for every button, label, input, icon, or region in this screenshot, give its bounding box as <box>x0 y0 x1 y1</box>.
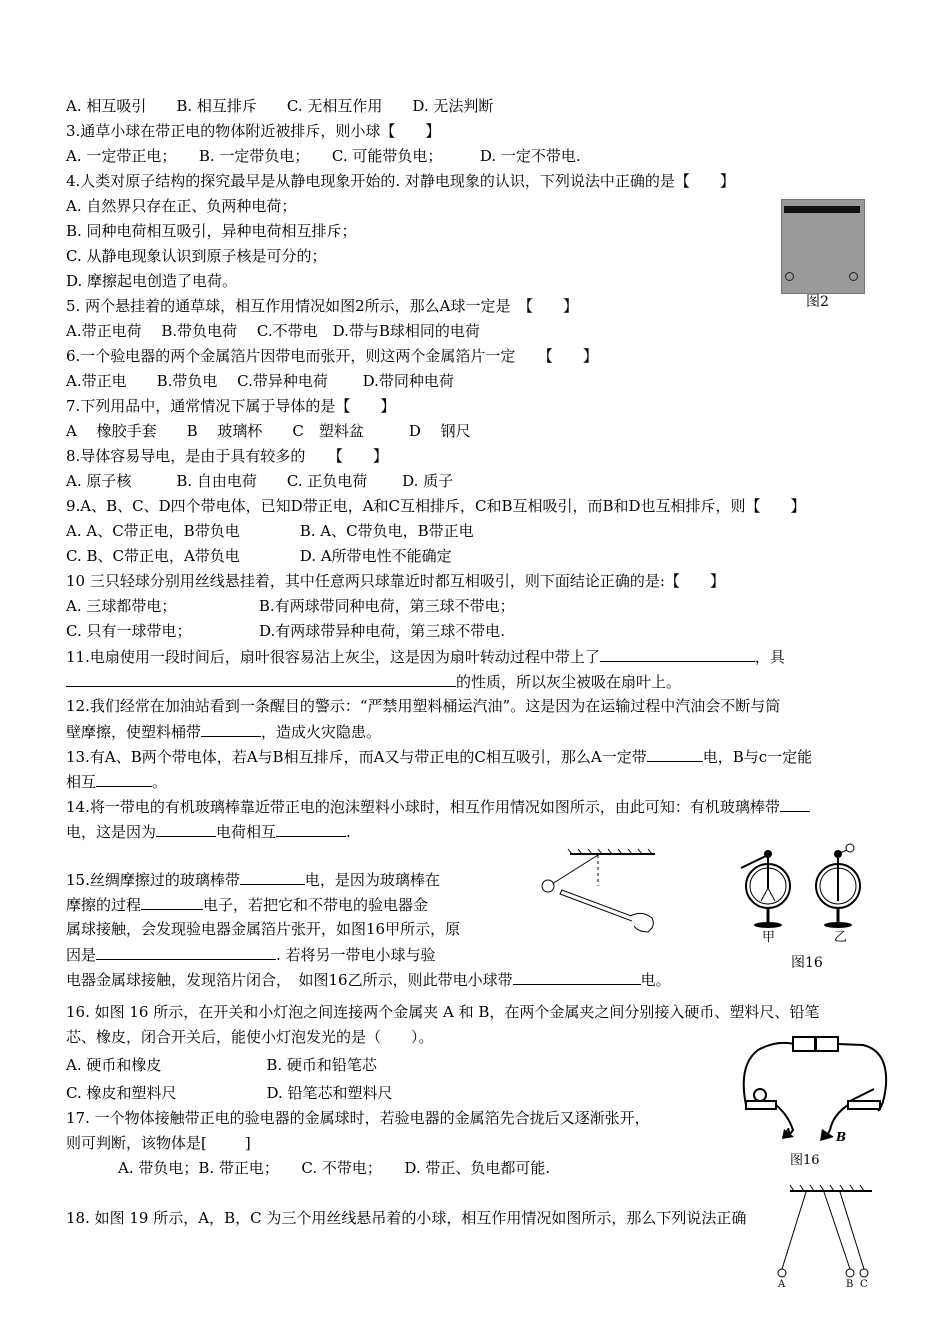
q10-options-cd: C. 只有一球带电； D.有两球带异种电荷，第三球不带电. <box>66 622 506 640</box>
q15-line2: 摩擦的过程 电子，若把它和不带电的验电器金 <box>66 896 429 914</box>
answer-blank[interactable] <box>240 869 305 885</box>
ball-b <box>849 272 858 281</box>
answer-blank[interactable] <box>141 894 203 910</box>
q4-stem: 4.人类对原子结构的探究最早是从静电现象开始的. 对静电现象的认识，下列说法中正确的是【 】 <box>66 172 735 190</box>
q11-line2: 的性质，所以灰尘被吸在扇叶上。 <box>66 671 681 692</box>
figure-2-caption: 图2 <box>806 294 829 310</box>
q6-stem: 6.一个验电器的两个金属箔片因带电而张开，则这两个金属箔片一定 【 】 <box>66 347 598 365</box>
q15-line4: 因是 . 若将另一带电小球与验 <box>66 946 436 964</box>
q4-option-c: C. 从静电现象认识到原子核是可分的； <box>66 247 327 265</box>
figure-16b-label-b: B <box>836 1130 847 1144</box>
q11-line1: 11.电扇使用一段时间后，扇叶很容易沾上灰尘，这是因为扇叶转动过程中带上了 ，具 <box>66 648 785 666</box>
q15-line3: 属球接触，会发现验电器金属箔片张开，如图16甲所示，原 <box>66 920 461 938</box>
answer-blank[interactable] <box>780 796 810 812</box>
figure-19-image <box>766 1183 878 1293</box>
q16-options-ab: A. 硬币和橡皮 B. 硬币和铅笔芯 <box>66 1056 377 1074</box>
q13-line2: 相互 。 <box>66 773 168 791</box>
figure-16-circuit <box>738 1025 894 1147</box>
q14-line1: 14.将一带电的有机玻璃棒靠近带正电的泡沫塑料小球时，相互作用情况如图所示，由此可知：有机玻璃棒带 <box>66 796 810 817</box>
figure-16b-caption: 图16 <box>790 1153 820 1168</box>
answer-blank[interactable] <box>647 746 703 762</box>
answer-blank[interactable] <box>276 821 346 837</box>
q3-stem: 3.通草小球在带正电的物体附近被排斥，则小球【 】 <box>66 122 441 140</box>
figure-14-image <box>530 846 690 946</box>
answer-blank[interactable] <box>201 721 261 737</box>
figure-19-label-a: A <box>778 1279 786 1290</box>
q4-option-b: B. 同种电荷相互吸引，异种电荷相互排斥； <box>66 222 357 240</box>
answer-blank[interactable] <box>156 821 216 837</box>
q18-stem: 18. 如图 19 所示，A，B，C 为三个用丝线悬吊着的小球，相互作用情况如图所示，那么下列说法正确 <box>66 1209 747 1227</box>
q16-line1: 16. 如图 16 所示，在开关和小灯泡之间连接两个金属夹 A 和 B，在两个金属夹之间分别接入硬币、塑料尺、铅笔 <box>66 1003 820 1021</box>
q10-stem: 10 三只轻球分别用丝线悬挂着，其中任意两只球靠近时都互相吸引，则下面结论正确的是:【 】 <box>66 572 725 590</box>
answer-blank[interactable] <box>600 646 755 662</box>
q6-options: A.带正电 B.带负电 C.带异种电荷 D.带同种电荷 <box>66 372 454 390</box>
q4-option-d: D. 摩擦起电创造了电荷。 <box>66 272 238 290</box>
q5-stem: 5. 两个悬挂着的通草球，相互作用情况如图2所示，那么A球一定是 【 】 <box>66 297 578 315</box>
q2-options: A. 相互吸引 B. 相互排斥 C. 无相互作用 D. 无法判断 <box>66 97 494 115</box>
q3-options: A. 一定带正电； B. 一定带负电； C. 可能带负电； D. 一定不带电. <box>66 147 581 165</box>
q17-line2: 则可判断，该物体是[ ] <box>66 1134 251 1152</box>
q7-stem: 7.下列用品中，通常情况下属于导体的是【 】 <box>66 397 396 415</box>
answer-blank[interactable] <box>96 771 152 787</box>
q8-stem: 8.导体容易导电，是由于具有较多的 【 】 <box>66 447 388 465</box>
q9-stem: 9.A、B、C、D四个带电体，已知D带正电，A和C互相排斥，C和B互相吸引，而B和D也互相排斥，则【 】 <box>66 497 806 515</box>
q8-options: A. 原子核 B. 自由电荷 C. 正负电荷 D. 质子 <box>66 472 454 490</box>
figure-16-label-yi: 乙 <box>834 930 848 945</box>
q17-line1: 17. 一个物体接触带正电的验电器的金属球时，若验电器的金属箔先合拢后又逐渐张开， <box>66 1109 650 1127</box>
q5-options: A.带正电荷 B.带负电荷 C.不带电 D.带与B球相同的电荷 <box>66 322 480 340</box>
answer-blank[interactable] <box>513 969 641 985</box>
figure-16-caption: 图16 <box>791 955 823 971</box>
q7-options: A 橡胶手套 B 玻璃杯 C 塑料盆 D 钢尺 <box>66 422 471 440</box>
q15-line1: 15.丝绸摩擦过的玻璃棒带 电，是因为玻璃棒在 <box>66 871 440 889</box>
ball-a <box>785 272 794 281</box>
figure-19-label-c: C <box>860 1279 868 1290</box>
answer-blank[interactable] <box>66 671 456 687</box>
q4-option-a: A. 自然界只存在正、负两种电荷； <box>66 197 297 215</box>
q9-options-cd: C. B、C带正电，A带负电 D. A所带电性不能确定 <box>66 547 452 565</box>
figure-2-image <box>781 199 865 294</box>
answer-blank[interactable] <box>96 944 276 960</box>
suspension-bar <box>784 206 860 213</box>
q12-line2: 壁摩擦，使塑料桶带 ，造成火灾隐患。 <box>66 723 382 741</box>
q15-line5: 电器金属球接触，发现箔片闭合， 如图16乙所示，则此带电小球带 电。 <box>66 971 671 989</box>
q16-line2: 芯、橡皮，闭合开关后，能使小灯泡发光的是（ ）。 <box>66 1028 434 1046</box>
figure-16b-label-a: A <box>783 1126 793 1140</box>
q10-options-ab: A. 三球都带电； B.有两球带同种电荷，第三球不带电； <box>66 597 515 615</box>
q9-options-ab: A. A、C带正电，B带负电 B. A、C带负电，B带正电 <box>66 522 474 540</box>
figure-16-label-jia: 甲 <box>762 930 776 945</box>
q13-line1: 13.有A、B两个带电体，若A与B相互排斥，而A又与带正电的C相互吸引，那么A一定带 电，B与c一定能 <box>66 748 813 766</box>
q16-options-cd: C. 橡皮和塑料尺 D. 铅笔芯和塑料尺 <box>66 1084 393 1102</box>
q14-line2: 电，这是因为 电荷相互 . <box>66 823 351 841</box>
q17-options: A. 带负电；B. 带正电； C. 不带电； D. 带正、负电都可能. <box>118 1159 551 1177</box>
q12-line1: 12.我们经常在加油站看到一条醒目的警示：“严禁用塑料桶运汽油”。这是因为在运输过程中汽油会不断与筒 <box>66 697 781 715</box>
figure-19-label-b: B <box>846 1279 854 1290</box>
